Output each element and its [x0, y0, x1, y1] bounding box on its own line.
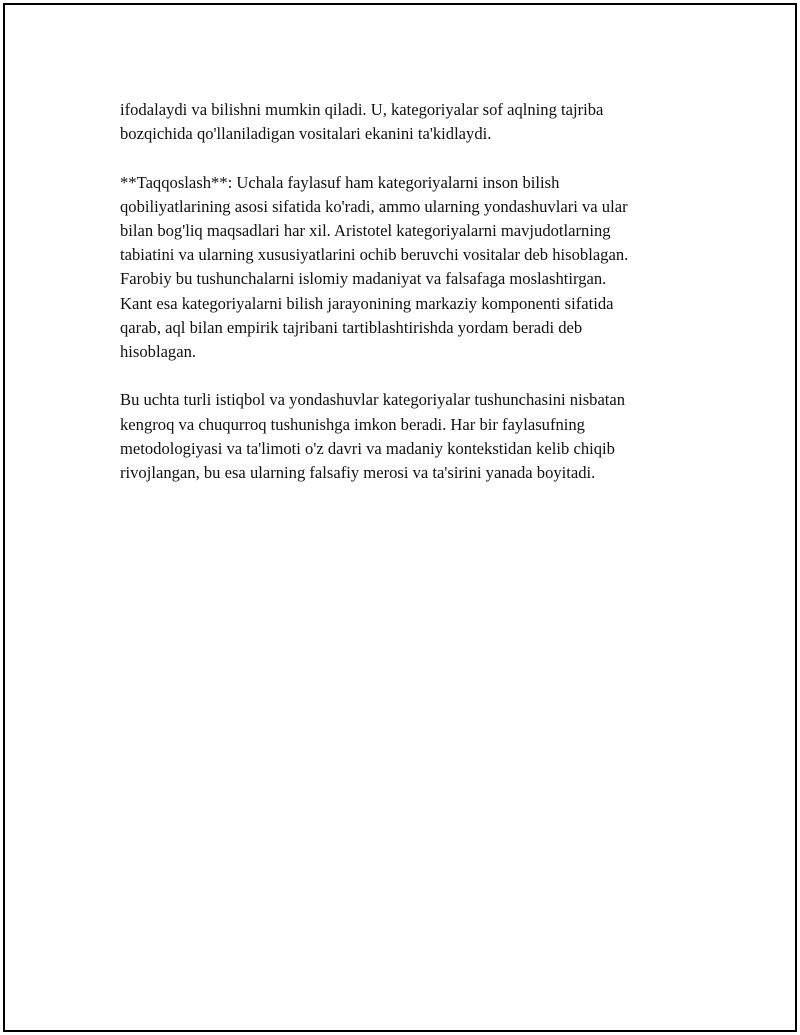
paragraph-summary — [120, 388, 700, 485]
text-line: Bu uchta turli istiqbol va yondashuvlar kategoriyalar tushunchasini nisbatan — [120, 390, 626, 410]
text-line: bozqichida qo'llaniladigan vositalari ekanini ta'kidlaydi. — [120, 124, 492, 144]
text-line: rivojlangan, bu esa ularning falsafiy merosi va ta'sirini yanada boyitadi. — [120, 463, 596, 483]
document-page — [3, 3, 797, 1032]
text-line: ifodalaydi va bilishni mumkin qiladi. U, kategoriyalar sof aqlning tajriba — [120, 100, 604, 119]
text-line: tabiatini va ularning xususiyatlarini ochib beruvchi vositalar deb hisoblagan. — [120, 245, 629, 265]
document-body — [120, 98, 700, 509]
text-line: metodologiyasi va ta'limoti o'z davri va madaniy kontekstidan kelib chiqib — [120, 438, 615, 458]
text-line: qobiliyatlarining asosi sifatida ko'radi, ammo ularning yondashuvlari va ular — [120, 196, 628, 216]
text-line: Farobiy bu tushunchalarni islomiy madaniyat va falsafaga moslashtirgan. — [120, 269, 607, 289]
paragraph-kant-conclusion — [120, 98, 700, 146]
text-line: hisoblagan. — [120, 342, 197, 362]
text-line: qarab, aql bilan empirik tajribani tartiblashtirishda yordam beradi deb — [120, 317, 583, 337]
text-line: Kant esa kategoriyalarni bilish jarayonining markaziy komponenti sifatida — [120, 293, 614, 313]
text-line: kengroq va chuqurroq tushunishga imkon beradi. Har bir faylasufning — [120, 414, 585, 434]
paragraph-comparison — [120, 171, 700, 365]
text-line: **Taqqoslash**: Uchala faylasuf ham kategoriyalarni inson bilish — [120, 172, 560, 192]
text-line: bilan bog'liq maqsadlari har xil. Aristotel kategoriyalarni mavjudotlarning — [120, 221, 611, 240]
